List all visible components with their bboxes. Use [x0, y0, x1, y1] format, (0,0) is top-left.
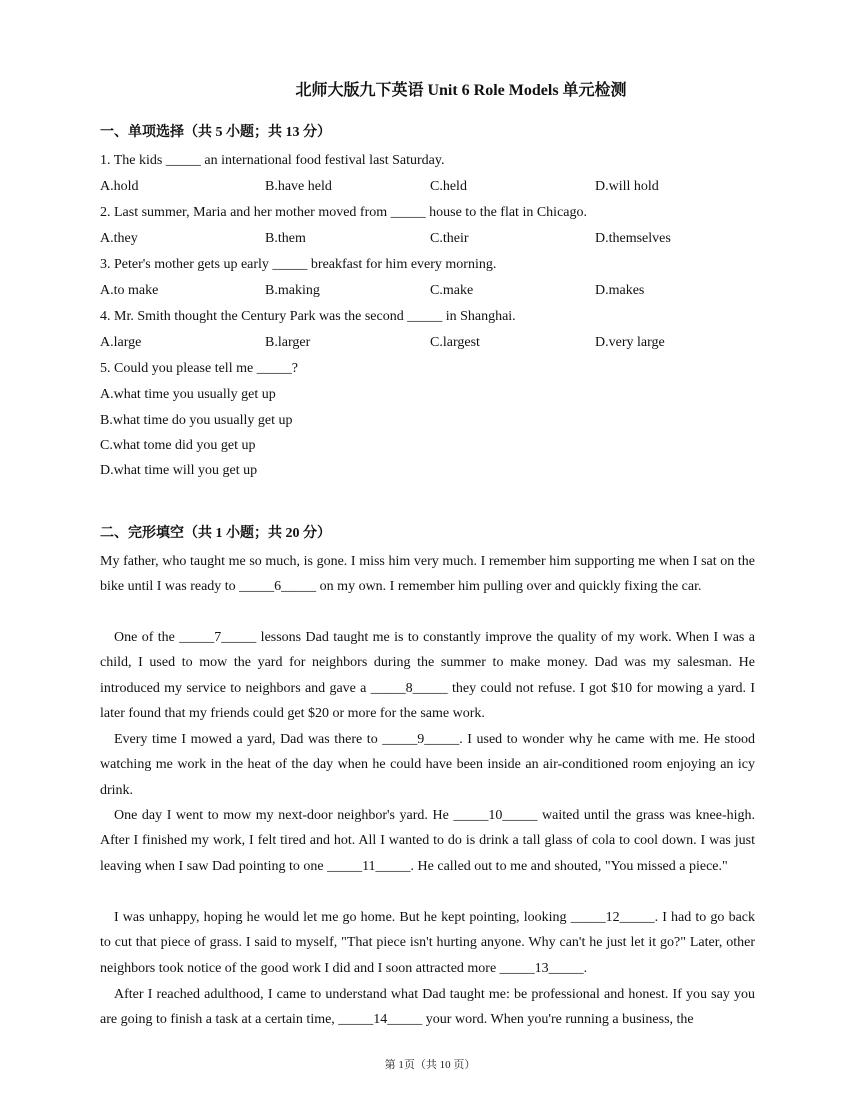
- cloze-paragraph: My father, who taught me so much, is gone. I miss him very much. I remember him supporting me when I sat on the bike until I was ready to _____6_____ on my own. I remember him pulling over and quickly fixing the car.: [100, 554, 755, 595]
- question-stem: 5. Could you please tell me _____?: [100, 361, 298, 376]
- page-title: 北师大版九下英语 Unit 6 Role Models 单元检测: [295, 82, 627, 99]
- option-a: A.what time you usually get up: [100, 387, 276, 402]
- option-a: A.they: [100, 231, 138, 246]
- option-b: B.larger: [265, 335, 311, 350]
- cloze-paragraph: Every time I mowed a yard, Dad was there to _____9_____. I used to wonder why he came with me. He stood watching me work in the heat of the day when he could have been inside an air-conditioned room enjoying an icy drink.: [100, 732, 755, 798]
- option-a: A.to make: [100, 283, 159, 298]
- option-d: D.themselves: [595, 231, 671, 246]
- option-d: D.makes: [595, 283, 645, 298]
- option-c: C.make: [430, 283, 474, 298]
- option-b: B.have held: [265, 179, 332, 194]
- option-b: B.them: [265, 231, 306, 246]
- option-c: C.what tome did you get up: [100, 438, 256, 453]
- option-d: D.what time will you get up: [100, 463, 258, 478]
- cloze-paragraph: After I reached adulthood, I came to understand what Dad taught me: be professional and honest. If you say you are going to finish a task at a certain time, _____14_____ your word. When you're running a business, the: [100, 987, 755, 1028]
- option-d: D.very large: [595, 335, 665, 350]
- option-c: C.largest: [430, 335, 480, 350]
- page-footer: 第 1页（共 10 页）: [384, 1059, 476, 1071]
- cloze-paragraph: One of the _____7_____ lessons Dad taught me is to constantly improve the quality of my work. When I was a child, I used to mow the yard for neighbors during the summer to make money. Dad was my salesman. He introduced my service to neighbors and gave a _____8_____ they could not refuse. I got $10 for mowing a yard. I later found that my friends could get $20 or more for the same work.: [100, 630, 755, 722]
- option-c: C.their: [430, 231, 469, 246]
- section-heading-cloze: 二、完形填空（共 1 小题；共 20 分）: [100, 526, 331, 541]
- cloze-paragraph: One day I went to mow my next-door neighbor's yard. He _____10_____ waited until the grass was knee-high. After I finished my work, I felt tired and hot. All I wanted to do is drink a tall glass of cola to cool down. I was just leaving when I saw Dad pointing to one _____11_____. He called out to me and shouted, "You missed a piece.": [100, 808, 755, 874]
- option-b: B.what time do you usually get up: [100, 413, 293, 428]
- option-b: B.making: [265, 283, 320, 298]
- cloze-paragraph: I was unhappy, hoping he would let me go home. But he kept pointing, looking _____12_____. I had to go back to cut that piece of grass. I said to myself, "That piece isn't hurting anyone. Why can't he just let it go?" Later, other neighbors took notice of the good work I did and I soon attracted more _____13_____.: [100, 910, 755, 976]
- question-stem: 4. Mr. Smith thought the Century Park was the second _____ in Shanghai.: [100, 309, 516, 324]
- option-a: A.hold: [100, 179, 139, 194]
- question-stem: 1. The kids _____ an international food festival last Saturday.: [100, 153, 445, 168]
- question-stem: 3. Peter's mother gets up early _____ breakfast for him every morning.: [100, 257, 497, 272]
- section-heading-single-choice: 一、单项选择（共 5 小题；共 13 分）: [100, 125, 331, 140]
- option-c: C.held: [430, 179, 467, 194]
- option-a: A.large: [100, 335, 142, 350]
- option-d: D.will hold: [595, 179, 659, 194]
- question-stem: 2. Last summer, Maria and her mother moved from _____ house to the flat in Chicago.: [100, 205, 587, 220]
